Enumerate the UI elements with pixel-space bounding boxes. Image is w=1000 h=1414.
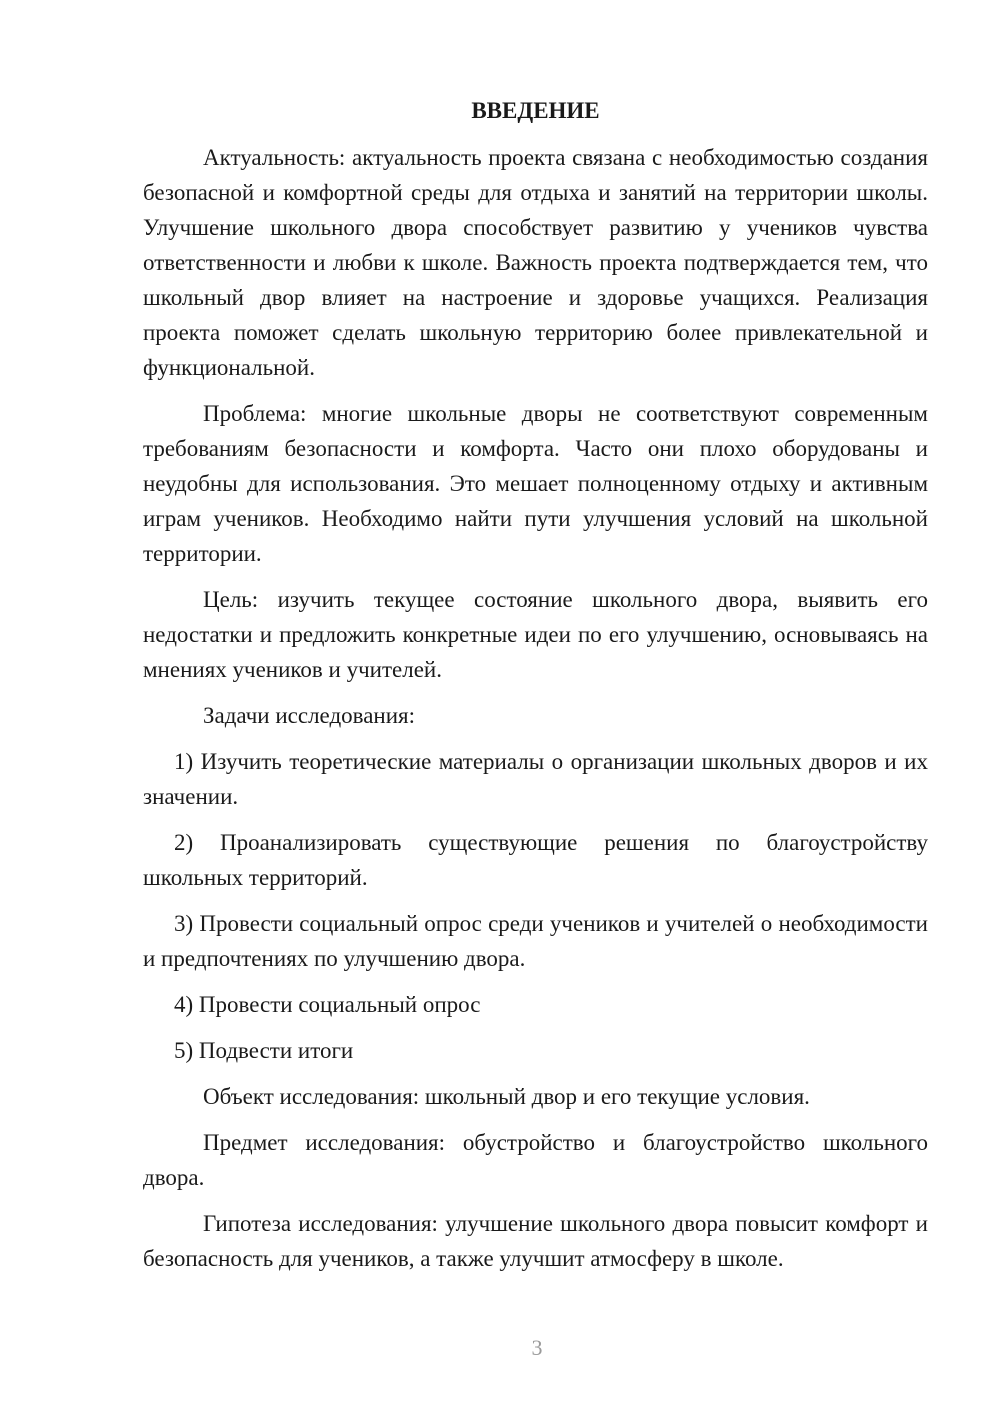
object-paragraph: Объект исследования: школьный двор и его текущие условия.	[203, 1084, 810, 1109]
task-item-2: 2) Проанализировать существующие решения по благоустройству школьных территорий.	[143, 830, 928, 890]
page-number: 3	[531, 1335, 543, 1360]
page-title: ВВЕДЕНИЕ	[471, 98, 600, 123]
goal-paragraph: Цель: изучить текущее состояние школьного двора, выявить его недостатки и предложить конкретные идеи по его улучшению, основываясь на мнениях учеников и учителей.	[143, 587, 928, 682]
tasks-heading: Задачи исследования:	[203, 703, 416, 728]
problem-paragraph: Проблема: многие школьные дворы не соответствуют современным требованиям безопасности и комфорта. Часто они плохо оборудованы и неудобны для использования. Это мешает полноценному отдыху и активным играм учеников. Необходимо найти пути улучшения условий на школьной территории.	[143, 401, 928, 566]
task-item-5: 5) Подвести итоги	[174, 1038, 354, 1063]
task-item-1: 1) Изучить теоретические материалы о организации школьных дворов и их значении.	[143, 749, 928, 809]
document-body	[143, 93, 928, 1287]
subject-paragraph: Предмет исследования: обустройство и благоустройство школьного двора.	[143, 1130, 928, 1190]
hypothesis-paragraph: Гипотеза исследования: улучшение школьного двора повысит комфорт и безопасность для учеников, а также улучшит атмосферу в школе.	[143, 1211, 928, 1271]
relevance-paragraph: Актуальность: актуальность проекта связана с необходимостью создания безопасной и комфортной среды для отдыха и занятий на территории школы. Улучшение школьного двора способствует развитию у учеников чувства ответственности и любви к школе. Важность проекта подтверждается тем, что школьный двор влияет на настроение и здоровье учащихся. Реализация проекта поможет сделать школьную территорию более привлекательной и функциональной.	[143, 145, 928, 380]
task-item-4: 4) Провести социальный опрос	[174, 992, 481, 1017]
task-item-3: 3) Провести социальный опрос среди учеников и учителей о необходимости и предпочтениях по улучшению двора.	[143, 911, 928, 971]
